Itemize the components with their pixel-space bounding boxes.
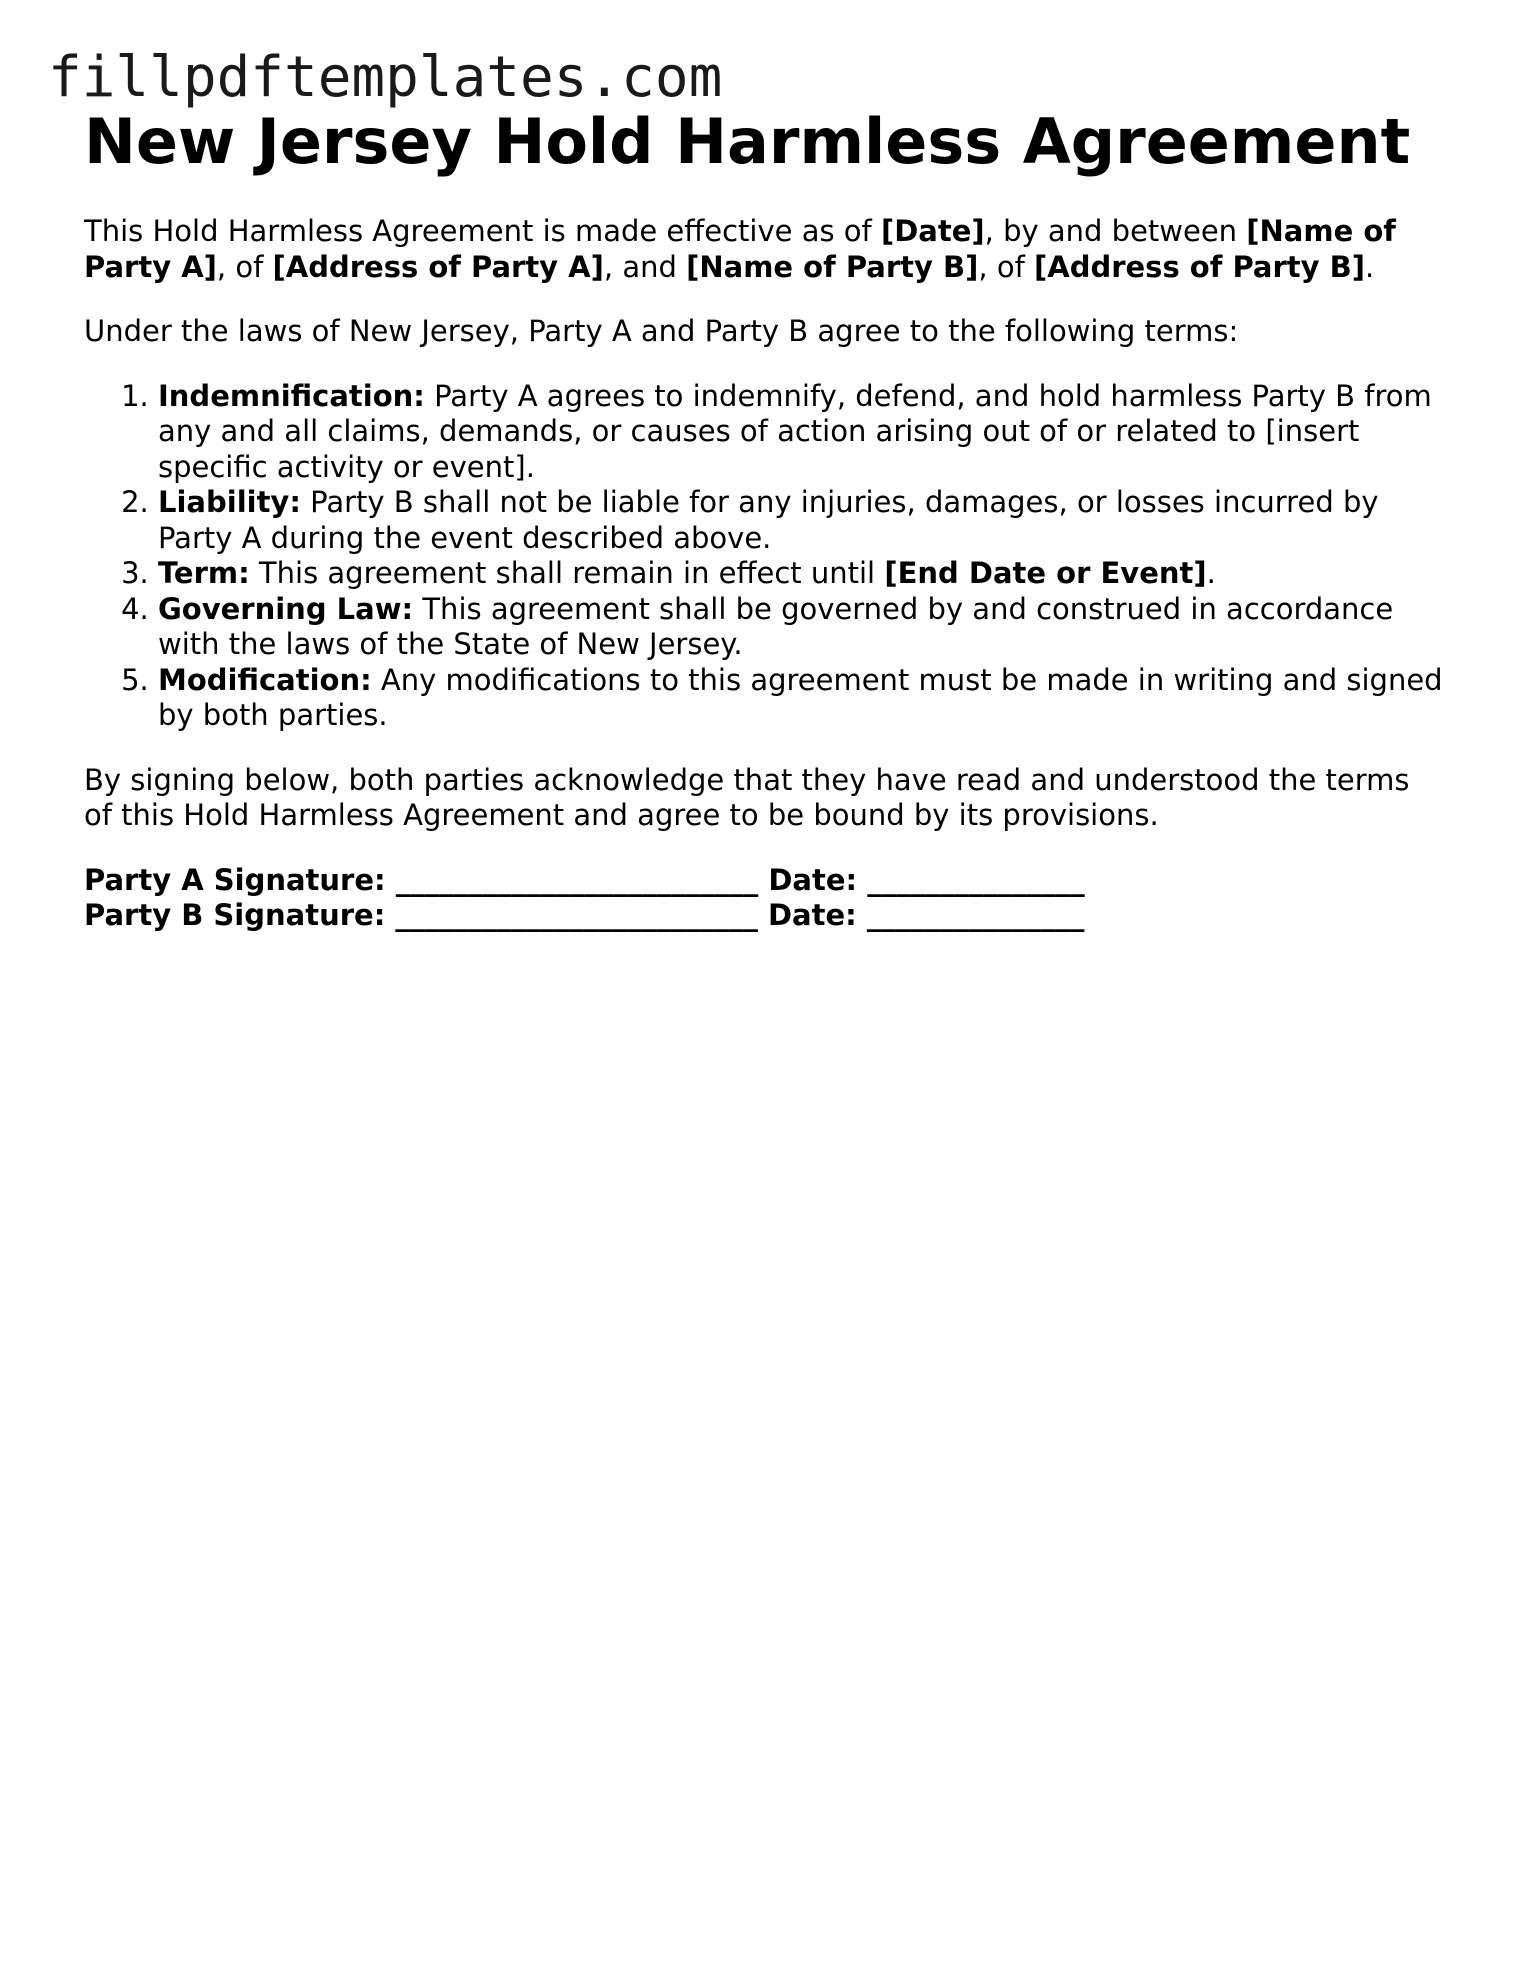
date-label: Date: [758, 862, 868, 897]
terms-list [84, 379, 1444, 734]
term-label: Term: [158, 556, 250, 590]
date-placeholder: [Date] [880, 214, 985, 248]
term-modification [158, 663, 1444, 734]
intro-text: , and [603, 249, 687, 284]
term-label: Liability: [158, 485, 301, 519]
site-watermark: fillpdftemplates.com [48, 45, 723, 110]
date-label: Date: [757, 898, 867, 932]
signature-label: Party A Signature: [84, 862, 396, 897]
closing-paragraph: By signing below, both parties acknowledge that they have read and understood the terms of this Hold Harmless Agreement and agree to be bound by its provisions. [84, 762, 1410, 832]
term-term [158, 556, 1444, 592]
party-a-name-placeholder: [Name of Party A] [84, 214, 1396, 284]
intro-paragraph [84, 214, 1444, 285]
laws-statement: Under the laws of New Jersey, Party A and Party B agree to the following terms: [84, 314, 1239, 348]
signature-label: Party B Signature: [84, 898, 396, 932]
term-text: Party B shall not be liable for any injuries, damages, or losses incurred by Party A during the event described above. [158, 485, 1379, 555]
document-title: New Jersey Hold Harmless Agreement [84, 105, 1411, 178]
term-text: Party A agrees to indemnify, defend, and hold harmless Party B from any and all claims, demands, or causes of action arising out of or related to [insert specific activity or event]. [158, 378, 1432, 484]
party-a-signature-field[interactable]: _________________________ [395, 862, 759, 897]
term-text: This agreement shall be governed by and construed in accordance with the laws of the State of New Jersey. [158, 591, 1394, 661]
intro-text: , of [978, 249, 1034, 284]
end-date-placeholder: [End Date or Event] [884, 556, 1207, 590]
term-text: This agreement shall remain in effect until [249, 556, 885, 590]
term-liability [158, 485, 1444, 556]
signature-block [84, 863, 1444, 934]
term-label: Indemnification: [158, 378, 425, 413]
term-text: . [1206, 556, 1216, 590]
party-b-signature-row [84, 898, 1444, 934]
term-label: Modification: [158, 662, 372, 697]
intro-text: , of [216, 249, 273, 284]
intro-text: This Hold Harmless Agreement is made effective as of [84, 214, 881, 248]
term-text: Any modifications to this agreement must be made in writing and signed by both parties. [158, 662, 1443, 732]
party-a-address-placeholder: [Address of Party A] [272, 249, 604, 284]
party-b-signature-field[interactable]: _________________________ [395, 898, 758, 932]
intro-text: , by and between [984, 214, 1247, 248]
party-b-name-placeholder: [Name of Party B] [686, 249, 979, 284]
agreement-document [84, 100, 1444, 934]
term-label: Governing Law: [158, 591, 414, 626]
party-a-signature-row [84, 863, 1444, 899]
term-governing-law [158, 592, 1444, 663]
intro-text: . [1365, 249, 1375, 284]
party-a-date-field[interactable]: _______________ [867, 862, 1085, 897]
party-b-date-field[interactable]: _______________ [866, 898, 1085, 932]
term-indemnification [158, 379, 1444, 486]
party-b-address-placeholder: [Address of Party B] [1034, 249, 1366, 284]
